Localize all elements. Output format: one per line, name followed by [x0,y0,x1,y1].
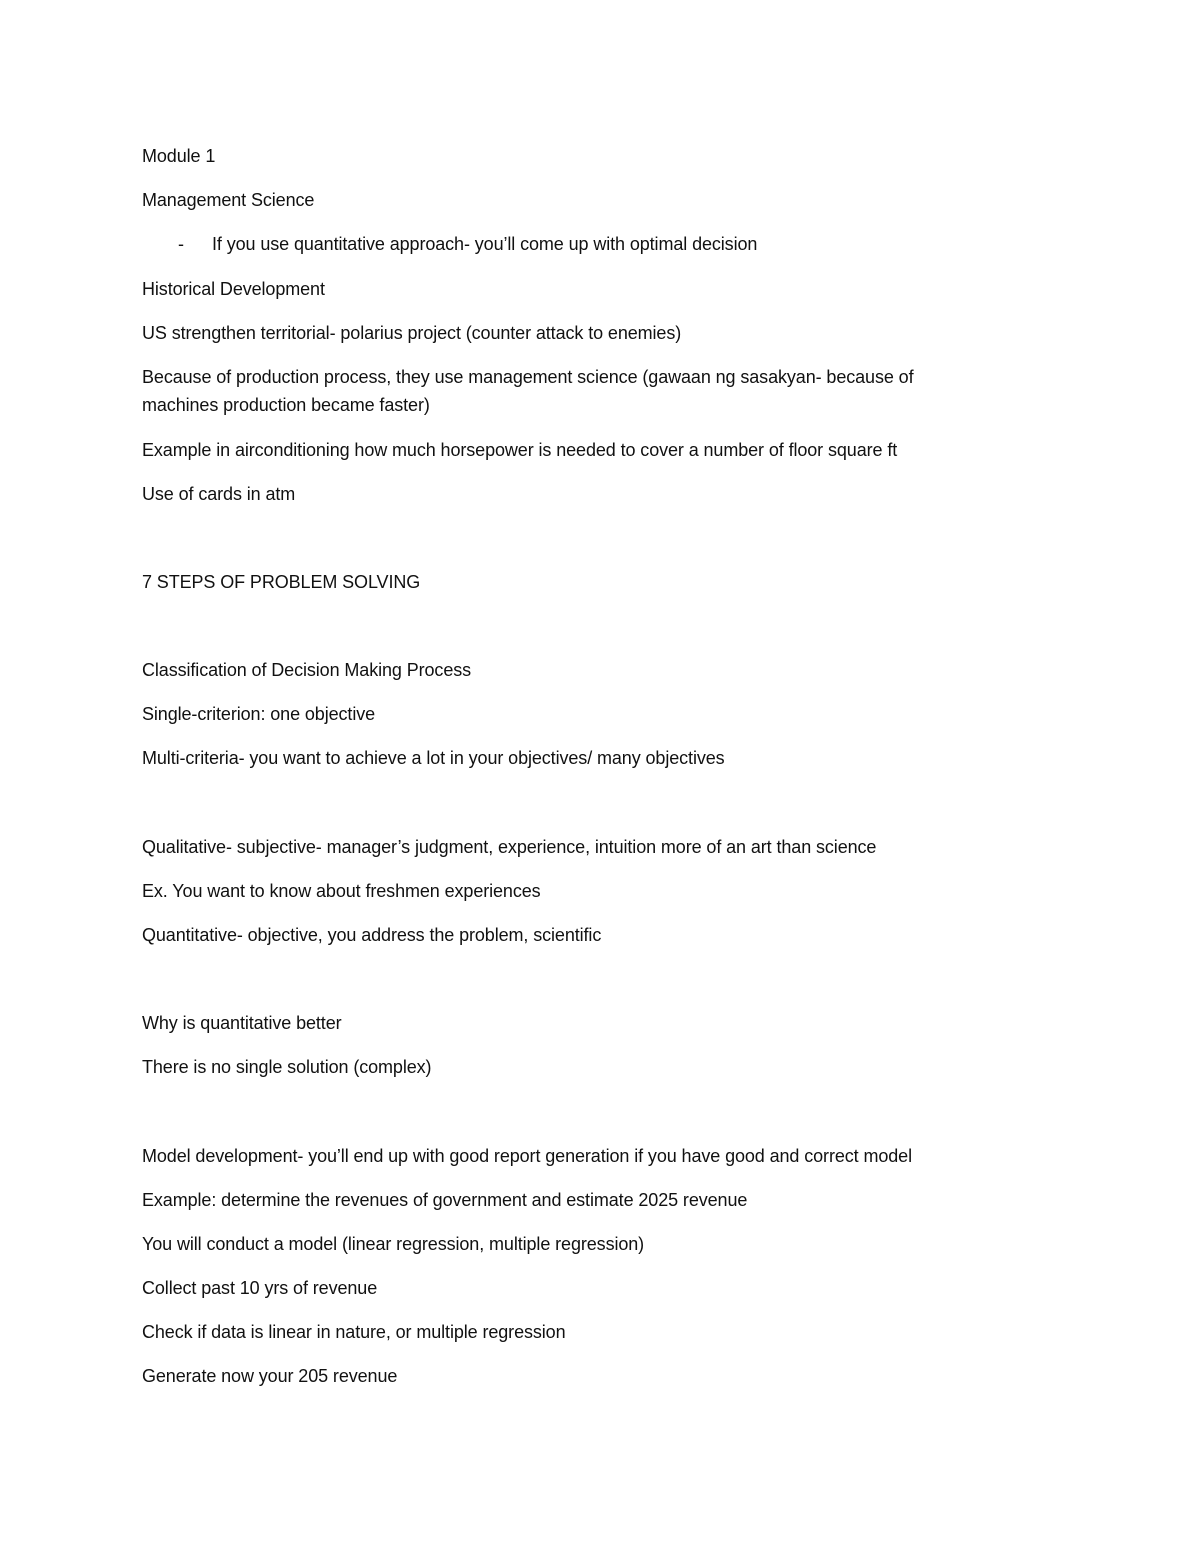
generate-revenue: Generate now your 205 revenue [142,1366,398,1386]
subject-heading: Management Science [142,190,315,210]
aircon-line: Example in airconditioning how much horsepower is needed to cover a number of floor square ft [142,440,898,460]
no-single-solution: There is no single solution (complex) [142,1057,432,1077]
qualitative-line: Qualitative- subjective- manager’s judgment, experience, intuition more of an art than science [142,837,877,857]
quantitative-line: Quantitative- objective, you address the problem, scientific [142,925,602,945]
steps-heading: 7 STEPS OF PROBLEM SOLVING [142,572,421,592]
bullet-marker: - [178,234,184,254]
why-quantitative: Why is quantitative better [142,1013,342,1033]
model-development: Model development- you’ll end up with good report generation if you have good and correct model [142,1146,912,1166]
production-line-2: machines production became faster) [142,395,430,415]
conduct-model: You will conduct a model (linear regression, multiple regression) [142,1234,645,1254]
check-linear: Check if data is linear in nature, or multiple regression [142,1322,566,1342]
module-title: Module 1 [142,146,216,166]
bullet-text: If you use quantitative approach- you’ll come up with optimal decision [212,234,758,254]
single-criterion: Single-criterion: one objective [142,704,376,724]
model-example: Example: determine the revenues of government and estimate 2025 revenue [142,1190,748,1210]
us-line: US strengthen territorial- polarius project (counter attack to enemies) [142,323,682,343]
classification-heading: Classification of Decision Making Process [142,660,472,680]
qualitative-example: Ex. You want to know about freshmen experiences [142,881,541,901]
production-line-1: Because of production process, they use management science (gawaan ng sasakyan- because of [142,367,914,387]
multi-criteria: Multi-criteria- you want to achieve a lot in your objectives/ many objectives [142,748,725,768]
collect-revenue: Collect past 10 yrs of revenue [142,1278,378,1298]
historical-heading: Historical Development [142,279,325,299]
atm-line: Use of cards in atm [142,484,296,504]
